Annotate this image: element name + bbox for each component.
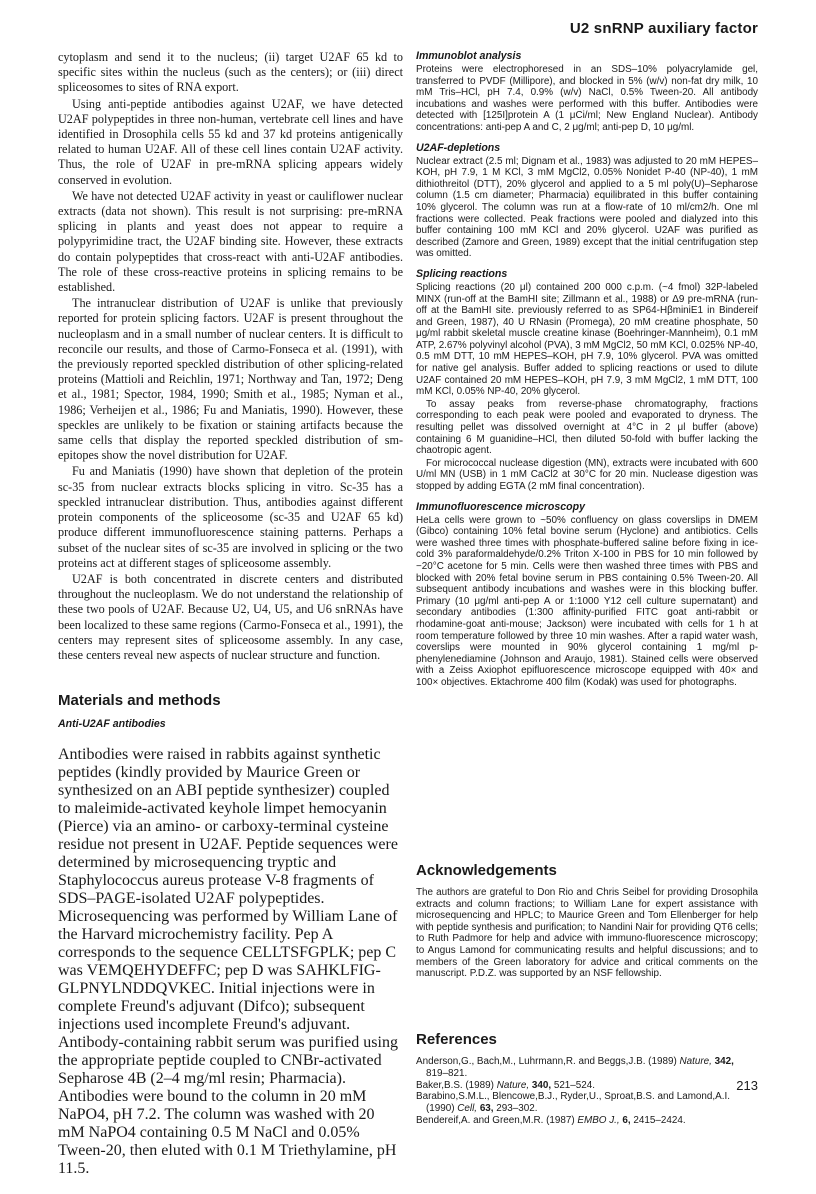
methods-paragraph: For micrococcal nuclease digestion (MN), extracts were incubated with 600 U/ml MN (USB) in 1 mM CaCl2 at 30°C for 20 min. Nuclease digestion was stopped by adding EGTA (2 mM final concentration). bbox=[416, 457, 758, 492]
discussion-paragraph: U2AF is both concentrated in discrete centers and distributed throughout the nucleoplasm. We do not understand the relationship of these two pools of U2AF. Because U2, U4, U5, and U6 snRNAs have been localized to these same regions (Carmo-Fonseca et al., 1991), the centers may represent sites of spliceosome assembly. In any case, these centers reveal new aspects of nuclear structure and function. bbox=[58, 571, 403, 662]
references-section bbox=[416, 1031, 758, 1127]
acknowledgements-text: The authors are grateful to Don Rio and Chris Seibel for providing Drosophila extracts and column fractions; to William Lane for expert assistance with microsequencing and HPLC; to Maurice Green and Tom Ellenberger for help with peptide synthesis and purification; to Nandini Nair for providing QT6 cells; to Ruth Padmore for help and advice with immuno-fluorescence microscopy; to Angus Lamond for communicating results and helpful discussions; and to members of the Green laboratory for advice and critical comments on the manuscript. P.D.Z. was supported by an NSF fellowship. bbox=[416, 887, 758, 980]
section-heading: Materials and methods bbox=[58, 692, 221, 709]
discussion-paragraph: Fu and Maniatis (1990) have shown that depletion of the protein sc-35 from nuclear extracts blocks splicing in vitro. Sc-35 has a speckled intranuclear distribution. Thus, antibodies against different protein components of the spliceosome (sc-35 and U2AF 65 kd) produce different immunofluorescence staining patterns. Perhaps a subset of the nuclear sites of sc-35 are involved in splicing or the two proteins act at different stages of spliceosome assembly. bbox=[58, 464, 403, 570]
section-heading: References bbox=[416, 1031, 497, 1048]
reference-entry: Barabino,S.M.L., Blencowe,B.J., Ryder,U., Sproat,B.S. and Lamond,A.I. (1990) Cell, 63, 293–302. bbox=[416, 1091, 730, 1115]
discussion-paragraph: Using anti-peptide antibodies against U2AF, we have detected U2AF polypeptides in three non-human, vertebrate cell lines and have identified in Drosophila cells 55 kd and 37 kd proteins antigenically related to human U2AF. All of these cell lines contain U2AF activity. Thus, the role of U2AF in pre-mRNA splicing appears widely conserved in evolution. bbox=[58, 96, 403, 187]
page-number: 213 bbox=[736, 1078, 758, 1093]
reference-entry: Bendereif,A. and Green,M.R. (1987) EMBO J., 6, 2415–2424. bbox=[416, 1114, 686, 1126]
methods-column bbox=[416, 50, 758, 689]
discussion-paragraph: The intranuclear distribution of U2AF is unlike that previously reported for protein splicing factors. U2AF is present throughout the nucleoplasm and in a small number of nuclear centers. It is difficult to reconcile our results, and those of Carmo-Fonseca et al. (1991), with the previously reported speckled distribution of other splicing-related proteins (Mattioli and Reichlin, 1971; Northway and Tan, 1972; Deng et al., 1981; Spector, 1984, 1990; Smith et al., 1985; Nyman et al., 1986; Verheijen et al., 1986; Fu and Maniatis, 1990). However, these speckles are unlikely to be fixation or staining artifacts because the same cells that display the reported speckled distribution of sm-epitopes show the novel distribution for U2AF. bbox=[58, 296, 403, 463]
materials-methods-section bbox=[58, 692, 403, 1194]
methods-paragraph: To assay peaks from reverse-phase chromatography, fractions corresponding to each peak were pooled and evaporated to dryness. The resulting pellet was dissolved overnight at 4°C in 2 μl buffer (above) containing 6 M guanidine–HCl, then diluted 50-fold with buffer lacking the chaotropic agent. bbox=[416, 398, 758, 457]
acknowledgements-section bbox=[416, 862, 758, 980]
discussion-paragraph: cytoplasm and send it to the nucleus; (ii) target U2AF 65 kd to specific sites within the nucleus (such as the centers); or (iii) direct spliceosomes to sites of RNA export. bbox=[58, 50, 403, 95]
methods-paragraph: HeLa cells were grown to ~50% confluency on glass coverslips in DMEM (Gibco) containing 10% fetal bovine serum (Hyclone) and antibiotics. Cells were washed three times with phosphate-buffered saline before fixing in ice-cold 3% paraformaldehyde/0.2% Triton X-100 in PBS for 10 min followed by −20°C acetone for 5 min. Cells were then washed three times with PBS and blocked with 20% fetal bovine serum in PBS containing 0.5% Tween-20. All subsequent antibody incubations and washes were in this blocking buffer. Primary (10 μg/ml anti-pep A or 1:1000 Y12 cell culture supernatant) and secondary antibodies (1:300 affinity-purified FITC goat anti-rabbit or rhodamine-goat anti-mouse; Jackson) were incubated with cells for 1 h at room temperature followed by three 10 min washes. After a rapid water wash, coverslips were mounted in 90% glycerol containing 1 mg/ml p-phenylenediamine (Johnson and Araujo, 1981). Stained cells were observed with a Zeiss Axiophot epifluorescence microscope equipped with 40× and 100× objectives. Ektachrome 400 film (Kodak) was used for photographs. bbox=[416, 514, 758, 688]
subsection-heading: Anti-U2AF antibodies bbox=[58, 718, 166, 730]
methods-paragraph: Proteins were electrophoresed in an SDS–10% polyacrylamide gel, transferred to PVDF (Millipore), and blocked in 5% (w/v) non-fat dry milk, 10 mM Tris–HCl, pH 7.4, 0.9% (w/v) NaCl, 0.5% Tween-20. All antibody incubations and washes were performed with this buffer. Antibodies were detected with [125I]protein A (1 μCi/ml; New England Nuclear). Antibody concentrations: anti-pep A and C, 2 μg/ml; anti-pep D, 10 μg/ml. bbox=[416, 64, 758, 133]
discussion-column bbox=[58, 50, 403, 663]
methods-paragraph: Nuclear extract (2.5 ml; Dignam et al., 1983) was adjusted to 20 mM HEPES–KOH, pH 7.9, 1 M KCl, 3 mM MgCl2, 0.05% Nonidet P-40 (NP-40), 1 mM dithiothreitol (DTT), 20% glycerol and applied to a 5 ml poly(U)–Sepharose column (1.5 cm diameter; Pharmacia) equilibrated in this buffer containing 10% glycerol. The column was run at a flow-rate of 10 ml/cm2/h. One ml fractions were collected. Peak fractions were pooled and dialyzed into this buffer containing 100 mM KCl and 20% glycerol. U2AF was purified as described (Zamore and Green, 1989) except that the initial centrifugation step was omitted. bbox=[416, 155, 758, 260]
methods-paragraph: Antibodies were raised in rabbits against synthetic peptides (kindly provided by Maurice Green or synthesized on an ABI peptide synthesizer) coupled to maleimide-activated keyhole limpet hemocyanin (Pierce) via an amino- or carboxy-terminal cysteine residue not present in U2AF. Peptide sequences were determined by microsequencing tryptic and Staphylococcus aureus protease V-8 fragments of SDS–PAGE-isolated U2AF polypeptides. Microsequencing was performed by William Lane of the Harvard microchemistry facility. Pep A corresponds to the sequence CELLTSFGPLK; pep C was VEMQEHYDEFFC; pep D was SAHKLFIG-GLPNYLNDDQVKEC. Initial injections were in complete Freund's adjuvant (Difco); subsequent injections used incomplete Freund's adjuvant. Antibody-containing rabbit serum was purified using the appropriate peptide coupled to CNBr-activated Sepharose 4B (2–4 mg/ml resin; Pharmacia). Antibodies were bound to the column in 20 mM NaPO4, pH 7.2. The column was washed with 20 mM NaPO4 containing 0.5 M NaCl and 0.05% Tween-20, then eluted with 0.1 M Triethylamine, pH 11.5. bbox=[58, 746, 398, 1177]
section-heading: Acknowledgements bbox=[416, 862, 557, 879]
reference-entry: Anderson,G., Bach,M., Luhrmann,R. and Beggs,J.B. (1989) Nature, 342, 819–821. bbox=[416, 1056, 734, 1079]
subsection-heading: Splicing reactions bbox=[416, 267, 508, 280]
running-head: U2 snRNP auxiliary factor bbox=[569, 20, 758, 37]
subsection-heading: U2AF-depletions bbox=[416, 141, 501, 154]
methods-paragraph: Splicing reactions (20 μl) contained 200 000 c.p.m. (~4 fmol) 32P-labeled MINX (run-off at the BamHI site; Zillmann et al., 1988) or Δ9 pre-mRNA (run-off at the BamHI site. previously referred to as SP64-HβminiE1 in Bindereif and Green, 1987), 40 U RNasin (Promega), 20 mM creatine phosphate, 50 μg/ml rabbit skeletal muscle creatine kinase (Boehringer-Mannheim), 0.1 mM ATP, 2.67% polyvinyl alcohol (PVA), 3 mM MgCl2, 50 mM KCl, 0.025% NP-40, 0.5 mM DTT, 10 mM HEPES–KOH, pH 7.9, 10% glycerol. PVA was omitted for native gel analysis. Buffer added to splicing reactions or used to dilute U2AF contained 20 mM HEPES–KOH, pH 7.9, 3 mM MgCl2, 1 mM DTT, 100 mM KCl, 0.05% NP-40, 20% glycerol. bbox=[416, 281, 758, 398]
subsection-heading: Immunofluorescence microscopy bbox=[416, 500, 585, 513]
reference-entry: Baker,B.S. (1989) Nature, 340, 521–524. bbox=[416, 1079, 596, 1091]
subsection-heading: Immunoblot analysis bbox=[416, 50, 522, 62]
discussion-paragraph: We have not detected U2AF activity in yeast or cauliflower nuclear extracts (data not shown). This result is not surprising: pre-mRNA splicing in plants and yeast does not appear to require a polypyrimidine tract, the U2AF binding site. However, these extracts do contain polypeptides that cross-react with anti-U2AF antibodies. The role of these cross-reactive proteins in splicing remains to be established. bbox=[58, 188, 403, 295]
